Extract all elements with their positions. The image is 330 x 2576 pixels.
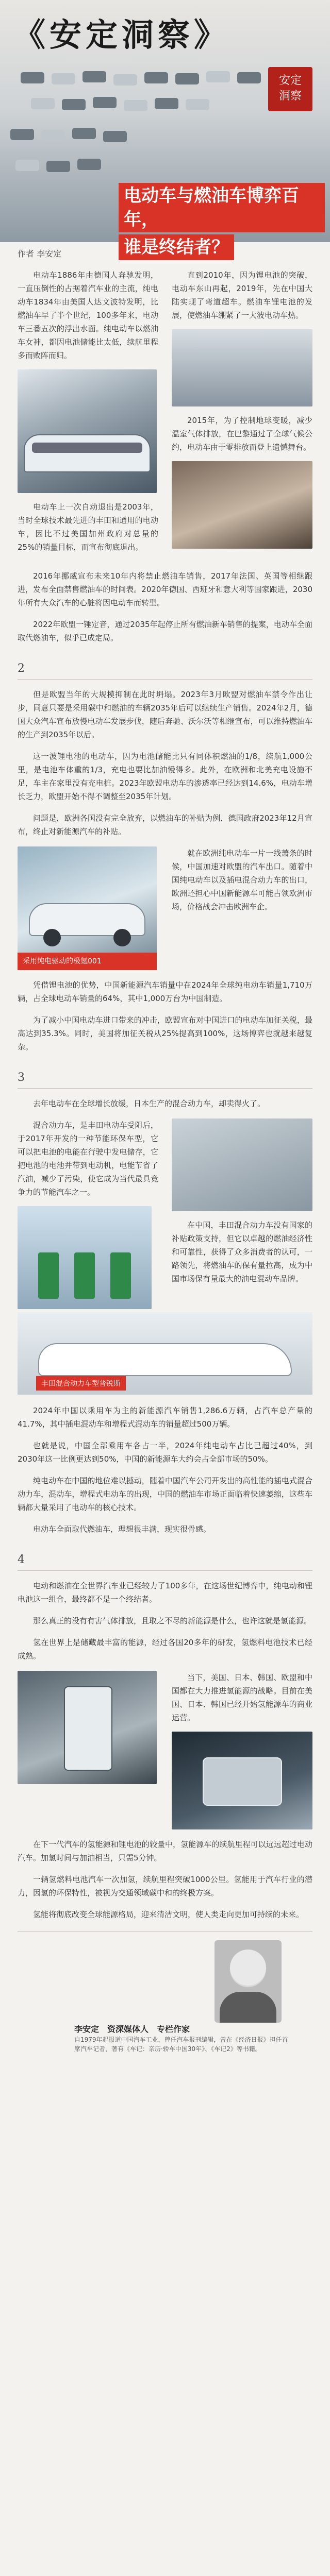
brand-title: 《安定洞察》 bbox=[13, 16, 230, 54]
fuel-cell-image bbox=[172, 1732, 312, 1829]
paragraph: 混合动力车，是丰田电动车受阻后，于2017年开发的一种节能环保车型，它可以把电池的电能在行驶中发电储存，它把电池的电池并带到电动机，电能节省了汽油，减少了污染，使它成为当代最具竞争力的节能汽车之一。 bbox=[18, 1121, 158, 1197]
section-3 bbox=[0, 1097, 330, 1536]
section-4 bbox=[0, 1579, 330, 1921]
tram-image bbox=[18, 369, 157, 493]
paragraph: 在中国，丰田混合动力车没有国家的补贴政策支持，但它以卓越的燃油经济性和可靠性，获得了众多消费者的认可，一路领先，将燃油车的保有量拉高，成为中国市场保有量最大的油电混动车品牌。 bbox=[172, 1221, 312, 1283]
paragraph: 2016年挪威宣布未来10年内将禁止燃油车销售，2017年法国、英国等相继跟进，发布全面禁售燃油车的时间表。2020年德国、西班牙和意大利等国家跟进，2030年所有大众汽车的心脏将因电动车而转型。 bbox=[18, 571, 312, 607]
old-car-image bbox=[172, 461, 312, 549]
headline bbox=[119, 183, 325, 262]
image-caption: 采用纯电驱动的极氪001 bbox=[18, 953, 157, 970]
byline: 作者 李安定 bbox=[18, 249, 62, 259]
paragraph: 电动车全面取代燃油车，理想很丰满，现实很骨感。 bbox=[33, 1524, 211, 1534]
author-bio: 自1979年起报道中国汽车工业，曾任汽车报刊编辑，曾在《经济日报》担任首席汽车记者，著有《车记：亲历·轿车中国30年》、《车记2》等书籍。 bbox=[74, 2036, 288, 2053]
paragraph: 电动车1886年由德国人奔驰发明，一直压倒性的占据着汽车业的主流，纯电动车1834年由美国人达文波特发明，比燃油车早了半个世纪，100多年来，电动车三番五次的浮出水面。纯电动车以燃油车女神，都因电池储能比太低，续航里程多而败阵而归。 bbox=[18, 270, 158, 360]
paragraph: 2022年欧盟一锤定音，通过2035年起停止所有燃油新车销售的提案，电动车全面取代燃油车，似乎已成定局。 bbox=[18, 620, 312, 642]
headline-line-2: 谁是终结者？ bbox=[119, 234, 234, 260]
section-number: 4 bbox=[18, 1553, 25, 1566]
paragraph: 一辆氢燃料电池汽车一次加氢，续航里程突破1000公里。氢能用于汽车行业的潜力，因氢的环保特性，被视为交通领域碳中和的终极方案。 bbox=[18, 1875, 312, 1897]
paragraph: 当下，美国、日本、韩国、欧盟和中国都在大力推进氢能源的战略。目前在美国、日本、韩国已经开始氢能源车的商业运营。 bbox=[172, 1673, 312, 1722]
paragraph: 纯电动车在中国的地位难以撼动，随着中国汽车公司开发出的高性能的插电式混合动力车，混动车，增程式电动车的出现，中国的燃油车市场正面临着快速萎缩，这些车辆都大量采用了电动车的核心技术。 bbox=[18, 1476, 312, 1512]
prius-image bbox=[18, 1312, 312, 1395]
charger-image bbox=[18, 1671, 157, 1784]
paragraph: 2024年中国以乘用车为主的新能源汽车销售1,286.6万辆，占汽车总产量的41.7%，其中插电混动车和增程式混动车的销量超过500万辆。 bbox=[18, 1406, 312, 1429]
hybrid-car-image bbox=[172, 1118, 312, 1211]
author-name: 李安定 资深媒体人 专栏作家 bbox=[74, 2024, 190, 2034]
author-profile bbox=[18, 1931, 312, 2053]
zeekr-001-image bbox=[18, 846, 157, 970]
paragraph: 去年电动车在全球增长放缓，日本生产的混合动力车，却卖得火了。 bbox=[33, 1099, 266, 1108]
divider bbox=[18, 1088, 312, 1089]
paragraph: 氢能将彻底改变全球能源格局，迎来清洁文明，使人类走向更加可持续的未来。 bbox=[33, 1910, 304, 1919]
brand-seal: 安定 洞察 bbox=[268, 67, 312, 111]
section-1 bbox=[0, 268, 330, 645]
paragraph: 氢在世界上是储藏最丰富的能源，经过各国20多年的研发，氢燃料电池技术已经成熟。 bbox=[18, 1638, 312, 1660]
paragraph: 直到2010年，因为锂电池的突破，电动车东山再起，2019年，先在中国大陆实现了弯道超车。燃油车锂电池的发展，使燃油车绷紧了一大波电动车热。 bbox=[172, 270, 312, 320]
paragraph: 凭借锂电池的优势，中国新能源汽车销量中在2024年全球纯电动车销量1,710万辆，占全球电动车销量的64%，其中1,000万台为中国制造。 bbox=[18, 980, 312, 1003]
divider bbox=[18, 679, 312, 680]
image-caption: 丰田混合动力车型普锐斯 bbox=[36, 1376, 126, 1391]
street-image bbox=[172, 329, 312, 406]
section-number: 3 bbox=[18, 1071, 25, 1084]
paragraph: 电动和燃油在全世界汽车业已经较力了100多年，在这场世纪博弈中，纯电动和锂电池这一组合，最终都不是一个终结者。 bbox=[18, 1581, 312, 1604]
paragraph: 在下一代汽车的氢能源和锂电池的较量中，氢能源车的续航里程可以远远超过电动汽车。加氢时间与加油相当，只需5分钟。 bbox=[18, 1840, 312, 1862]
paragraph: 2015年，为了控制地球变暖，减少温室气体排放，在巴黎通过了全球气候公约，电动车由于零排放而登上遗憾舞台。 bbox=[172, 416, 312, 452]
paragraph: 这一波锂电池的电动车，因为电池储能比只有同体积燃油的1/8，续航1,000公里，是电池车体重的1/3，充电也要比加油慢得多。此外，在欧洲和北美充电设施不足，车主在家里没有充电桩。2023年欧盟电动车的渗透率已经达到14.6%，电动车增长乏力，欧盟开始不得不调整至2035年计划。 bbox=[18, 752, 312, 801]
author-avatar bbox=[214, 1940, 282, 2023]
paragraph: 也就是说，中国全部乘用车各占一半，2024年纯电动车占比已超过40%，到2030年这一比例更达到50%，中国的新能源车大约会占全部市场的50%。 bbox=[18, 1441, 312, 1464]
section-2 bbox=[0, 688, 330, 1054]
paragraph: 那么真正的没有有害气体排放，且取之不尽的新能源是什么，也许这就是氢能源。 bbox=[33, 1616, 312, 1625]
paragraph: 电动车上一次自动退出是2003年，当时全球技术最先进的丰田和通用的电动车，因比不过美国加州政府对总量的25%的销量目标，而宣布彻底退出。 bbox=[18, 502, 158, 552]
headline-line-1: 电动车与燃油车博弈百年， bbox=[119, 183, 325, 232]
paragraph: 就在欧洲纯电动车一片一线萧条的时候，中国加速对欧盟的汽车出口。随着中国纯电动车以及插电混合动力车的出口，欧洲还担心中国新能源车可能占领欧洲市场，价格战会冲击欧洲车企。 bbox=[172, 849, 312, 911]
paragraph: 为了减小中国电动车进口带来的冲击，欧盟宣布对中国进口的电动车加征关税，最高达到35.3%。同时，美国将加征关税从25%提高到100%，这场博弈也就越来越复杂。 bbox=[18, 1015, 312, 1052]
section-number: 2 bbox=[18, 662, 25, 675]
divider bbox=[18, 1570, 312, 1571]
fuel-station-image bbox=[18, 1206, 152, 1309]
paragraph: 但是欧盟当年的大规模抑制在此时坍塌。2023年3月欧盟对燃油车禁令作出让步，同意只要是采用碳中和燃油的车辆2035年后可以继续生产销售。2024年2月，德国大众汽车宣布放慢电动车发展步伐，随后奔驰、沃尔沃等相继宣布，可以维持燃油车的生产到2035年以后。 bbox=[18, 690, 312, 739]
paragraph: 问题是，欧洲各国没有完全放弃，以燃油车的补贴为例，德国政府2023年12月宣布，终止对新能源汽车的补贴。 bbox=[18, 814, 312, 836]
